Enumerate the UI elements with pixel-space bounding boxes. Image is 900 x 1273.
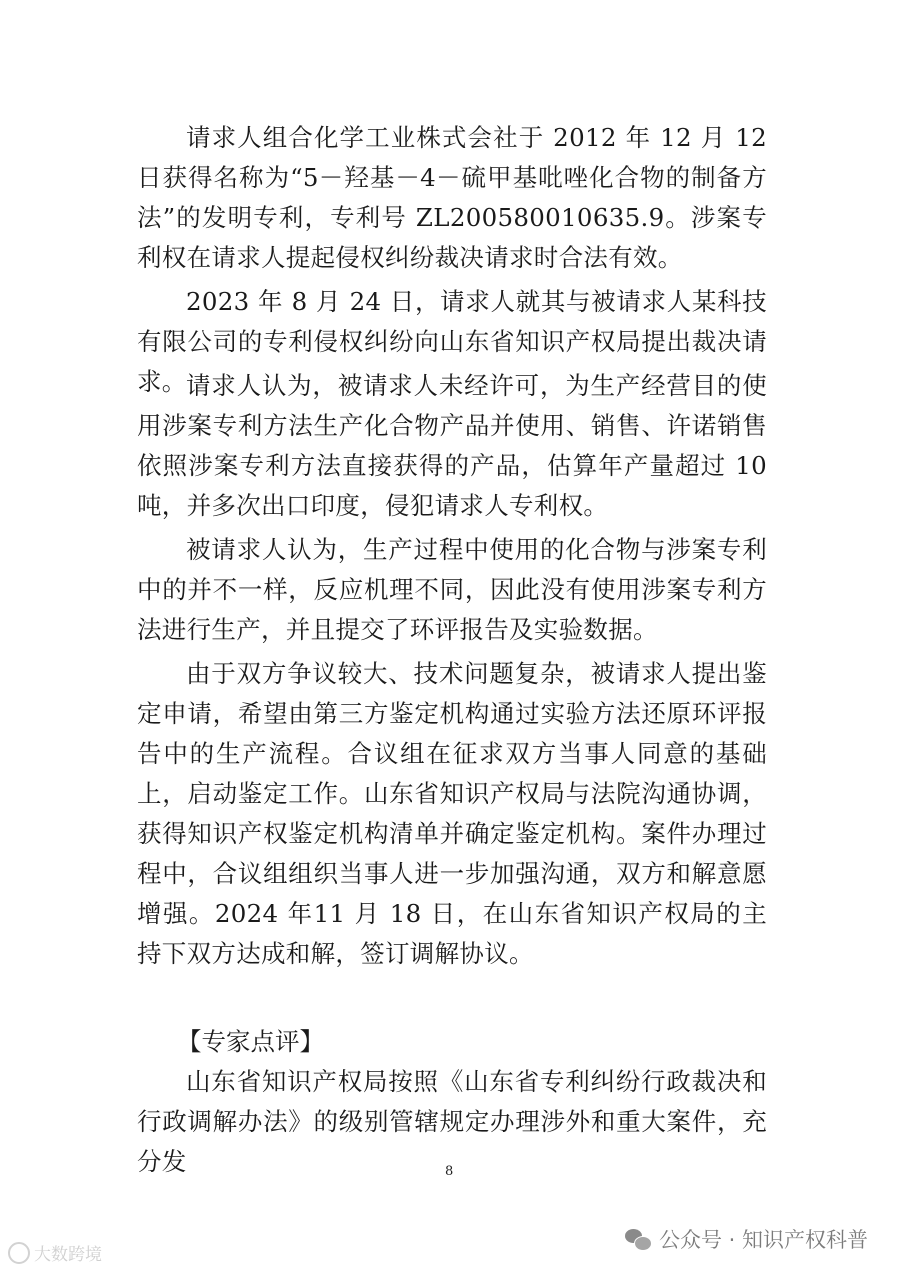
paragraph-respondent-position: 被请求人认为，生产过程中使用的化合物与涉案专利中的并不一样，反应机理不同，因此没有使用涉案专利方法进行生产，并且提交了环评报告及实验数据。 (137, 535, 767, 644)
wechat-icon (625, 1228, 651, 1250)
paragraph-request-filing: 2023 年 8 月 24 日，请求人就其与被请求人某科技有限公司的专利侵权纠纷向山东省知识产权局提出裁决请求。 (137, 287, 767, 396)
paragraph-claimant-position: 请求人认为，被请求人未经许可，为生产经营目的使用涉案专利方法生产化合物产品并使用、销售、许诺销售依照涉案专利方法直接获得的产品，估算年产量超过 10 吨，并多次出口印度，侵犯请求人专利权。 (137, 371, 767, 520)
paragraph-expert-review: 山东省知识产权局按照《山东省专利纠纷行政裁决和行政调解办法》的级别管辖规定办理涉外和重大案件，充分发 (137, 1067, 767, 1176)
section-heading-expert-review: 【专家点评】 (177, 1027, 324, 1056)
paragraph-appraisal-settlement: 由于双方争议较大、技术问题复杂，被请求人提出鉴定申请，希望由第三方鉴定机构通过实验方法还原环评报告中的生产流程。合议组在征求双方当事人同意的基础上，启动鉴定工作。山东省知识产权局与法院沟通协调，获得知识产权鉴定机构清单并确定鉴定机构。案件办理过程中，合议组组织当事人进一步加强沟通，双方和解意愿增强。2024 年11 月 18 日，在山东省知识产权局的主持下双方达成和解，签订调解协议。 (137, 659, 767, 968)
watermark-logo-icon (8, 1242, 30, 1264)
watermark-right-text: 公众号 · 知识产权科普 (658, 1228, 868, 1252)
paragraph-patent-grant: 请求人组合化学工业株式会社于 2012 年 12 月 12 日获得名称为“5－羟基－4－硫甲基吡唑化合物的制备方法”的发明专利，专利号 ZL200580010635.9。涉案专利权在请求人提起侵权纠纷裁决请求时合法有效。 (137, 123, 767, 272)
watermark-right (625, 1224, 868, 1254)
page-number: 8 (445, 1164, 454, 1179)
watermark-left (8, 1240, 102, 1265)
watermark-left-text: 大数跨境 (34, 1245, 102, 1265)
